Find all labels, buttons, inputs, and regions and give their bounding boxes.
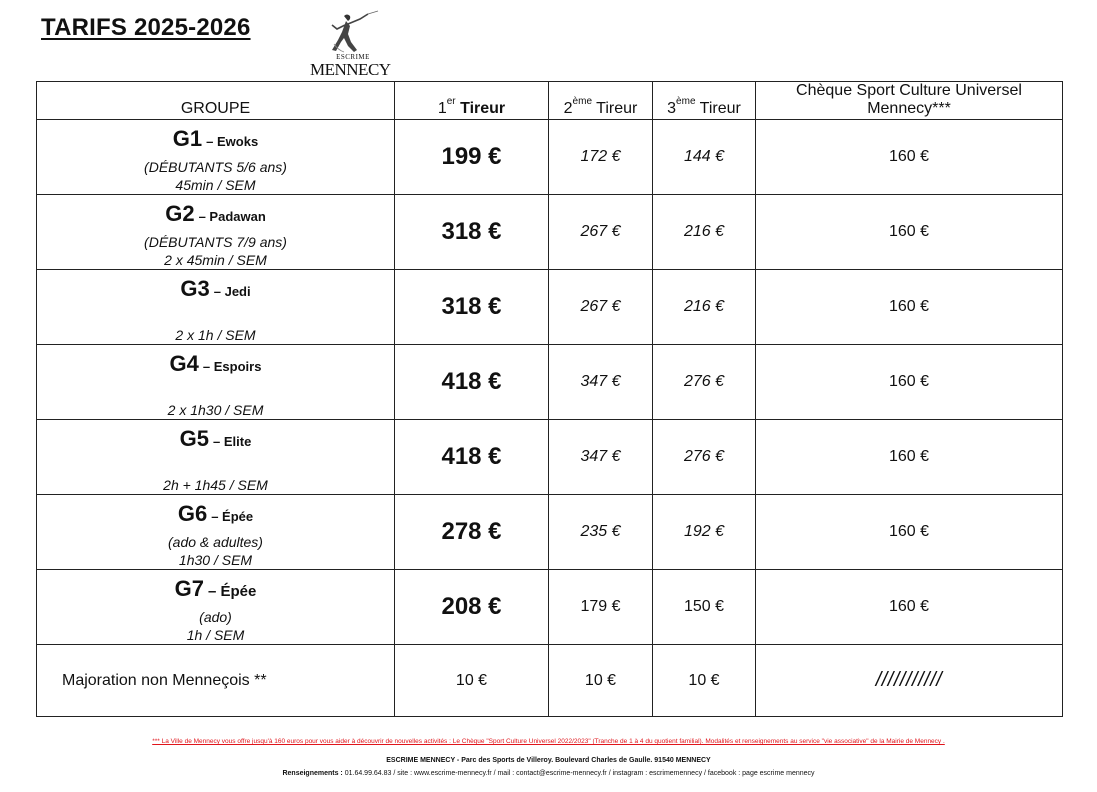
- header-sup-1: er: [446, 95, 456, 107]
- group-cell: [37, 420, 395, 495]
- price-tireur-2: 172 €: [549, 120, 653, 195]
- price-cheque: 160 €: [756, 270, 1063, 345]
- header-num-3: 3: [667, 100, 677, 117]
- price-tireur-2: 235 €: [549, 495, 653, 570]
- table-row: [37, 120, 1063, 195]
- group-level: (DÉBUTANTS 7/9 ans): [144, 234, 287, 250]
- group-cell: [37, 270, 395, 345]
- majoration-tireur-3: 10 €: [653, 645, 756, 717]
- price-tireur-1: 318 €: [395, 195, 549, 270]
- group-code: G5: [179, 426, 210, 451]
- price-tireur-1: 418 €: [395, 345, 549, 420]
- club-logo: [310, 10, 391, 79]
- price-cheque: 160 €: [756, 420, 1063, 495]
- group-code: G2: [165, 201, 195, 226]
- cheque-footnote: *** La Ville de Mennecy vous offre jusqu'à 160 euros pour vous aider à découvrir de nouvelles activités : Le Chèque "Sport Culture Universel 2022/2023" (Tranche de 1 à 4 du quotient familial). Modalités et renseignements au service "vie associative" de la Mairie de Mennecy .: [152, 738, 945, 745]
- page-title: TARIFS 2025-2026: [41, 14, 251, 41]
- price-tireur-1: 199 €: [395, 120, 549, 195]
- price-tireur-2: 347 €: [549, 420, 653, 495]
- group-cell: [37, 345, 395, 420]
- footer-address: ESCRIME MENNECY - Parc des Sports de Villeroy. Boulevard Charles de Gaulle. 91540 MENNECY: [386, 757, 711, 764]
- group-schedule: 1h / SEM: [186, 627, 245, 643]
- header-label-3: Tireur: [699, 100, 741, 117]
- group-level: (ado): [199, 609, 232, 625]
- table-row: [37, 270, 1063, 345]
- header-sup-3: ème: [676, 95, 696, 107]
- footer-contact: [0, 770, 1097, 777]
- group-name: – Espoirs: [202, 359, 262, 374]
- price-tireur-3: 192 €: [653, 495, 756, 570]
- group-code: G6: [177, 501, 208, 526]
- price-tireur-1: 278 €: [395, 495, 549, 570]
- majoration-row: [37, 645, 1063, 717]
- group-name: – Elite: [213, 434, 252, 449]
- group-name: – Padawan: [198, 209, 266, 224]
- group-cell: [37, 195, 395, 270]
- price-tireur-3: 276 €: [653, 420, 756, 495]
- majoration-tireur-2: 10 €: [549, 645, 653, 717]
- group-cell: [37, 495, 395, 570]
- price-cheque: 160 €: [756, 495, 1063, 570]
- majoration-tireur-1: 10 €: [395, 645, 549, 717]
- group-cell: [37, 570, 395, 645]
- footer-contact-text: 01.64.99.64.83 / site : www.escrime-mennecy.fr / mail : contact@escrime-mennecy.fr / instagram : escrimemennecy / facebook : page escrime mennecy: [342, 770, 815, 777]
- price-cheque: 160 €: [756, 570, 1063, 645]
- group-schedule: 2 x 45min / SEM: [164, 252, 267, 268]
- price-tireur-3: 216 €: [653, 270, 756, 345]
- price-cheque: 160 €: [756, 120, 1063, 195]
- logo-big-text: MENNECY: [310, 60, 391, 79]
- group-name: – Épée: [207, 583, 257, 600]
- price-tireur-1: 208 €: [395, 570, 549, 645]
- price-tireur-2: 347 €: [549, 345, 653, 420]
- fencer-icon: [310, 10, 382, 58]
- price-tireur-3: 150 €: [653, 570, 756, 645]
- table-row: [37, 570, 1063, 645]
- price-tireur-1: 318 €: [395, 270, 549, 345]
- group-code: G1: [172, 126, 203, 151]
- header-sup-2: ème: [572, 95, 592, 107]
- price-tireur-2: 179 €: [549, 570, 653, 645]
- group-schedule: 2 x 1h30 / SEM: [167, 402, 264, 418]
- group-schedule: 2 x 1h / SEM: [175, 327, 256, 343]
- majoration-cheque: ///////////: [756, 645, 1063, 717]
- header-tireur-1: [395, 82, 549, 120]
- footer-contact-label: Renseignements :: [282, 770, 343, 777]
- group-level: (ado & adultes): [168, 534, 263, 550]
- tarifs-table: [36, 81, 1063, 717]
- table-row: [37, 495, 1063, 570]
- logo-text: [310, 53, 391, 79]
- header-tireur-2: [549, 82, 653, 120]
- price-tireur-3: 216 €: [653, 195, 756, 270]
- price-tireur-2: 267 €: [549, 195, 653, 270]
- table-header-row: [37, 82, 1063, 120]
- group-level: (DÉBUTANTS 5/6 ans): [144, 159, 287, 175]
- group-code: G4: [169, 351, 199, 376]
- group-schedule: 45min / SEM: [175, 177, 256, 193]
- header-num-1: 1: [437, 100, 447, 117]
- header-num-2: 2: [563, 100, 573, 117]
- majoration-label: Majoration non Menneçois **: [37, 645, 395, 717]
- price-cheque: 160 €: [756, 345, 1063, 420]
- price-tireur-3: 276 €: [653, 345, 756, 420]
- group-name: – Jedi: [213, 284, 251, 299]
- group-schedule: 2h + 1h45 / SEM: [163, 477, 268, 493]
- price-tireur-2: 267 €: [549, 270, 653, 345]
- logo-small-text: ESCRIME: [336, 53, 370, 61]
- table-row: [37, 420, 1063, 495]
- group-code: G7: [174, 576, 204, 601]
- group-schedule: 1h30 / SEM: [178, 552, 253, 568]
- price-cheque: 160 €: [756, 195, 1063, 270]
- group-name: – Ewoks: [206, 134, 259, 149]
- price-tireur-1: 418 €: [395, 420, 549, 495]
- header-group: GROUPE: [37, 82, 395, 120]
- group-cell: [37, 120, 395, 195]
- header-label-2: Tireur: [596, 100, 638, 117]
- price-tireur-3: 144 €: [653, 120, 756, 195]
- group-code: G3: [180, 276, 210, 301]
- header-cheque: Chèque Sport Culture Universel Mennecy***: [756, 82, 1063, 120]
- table-row: [37, 195, 1063, 270]
- header-label-1: Tireur: [460, 100, 506, 117]
- table-row: [37, 345, 1063, 420]
- group-name: – Épée: [211, 509, 254, 524]
- header-tireur-3: [653, 82, 756, 120]
